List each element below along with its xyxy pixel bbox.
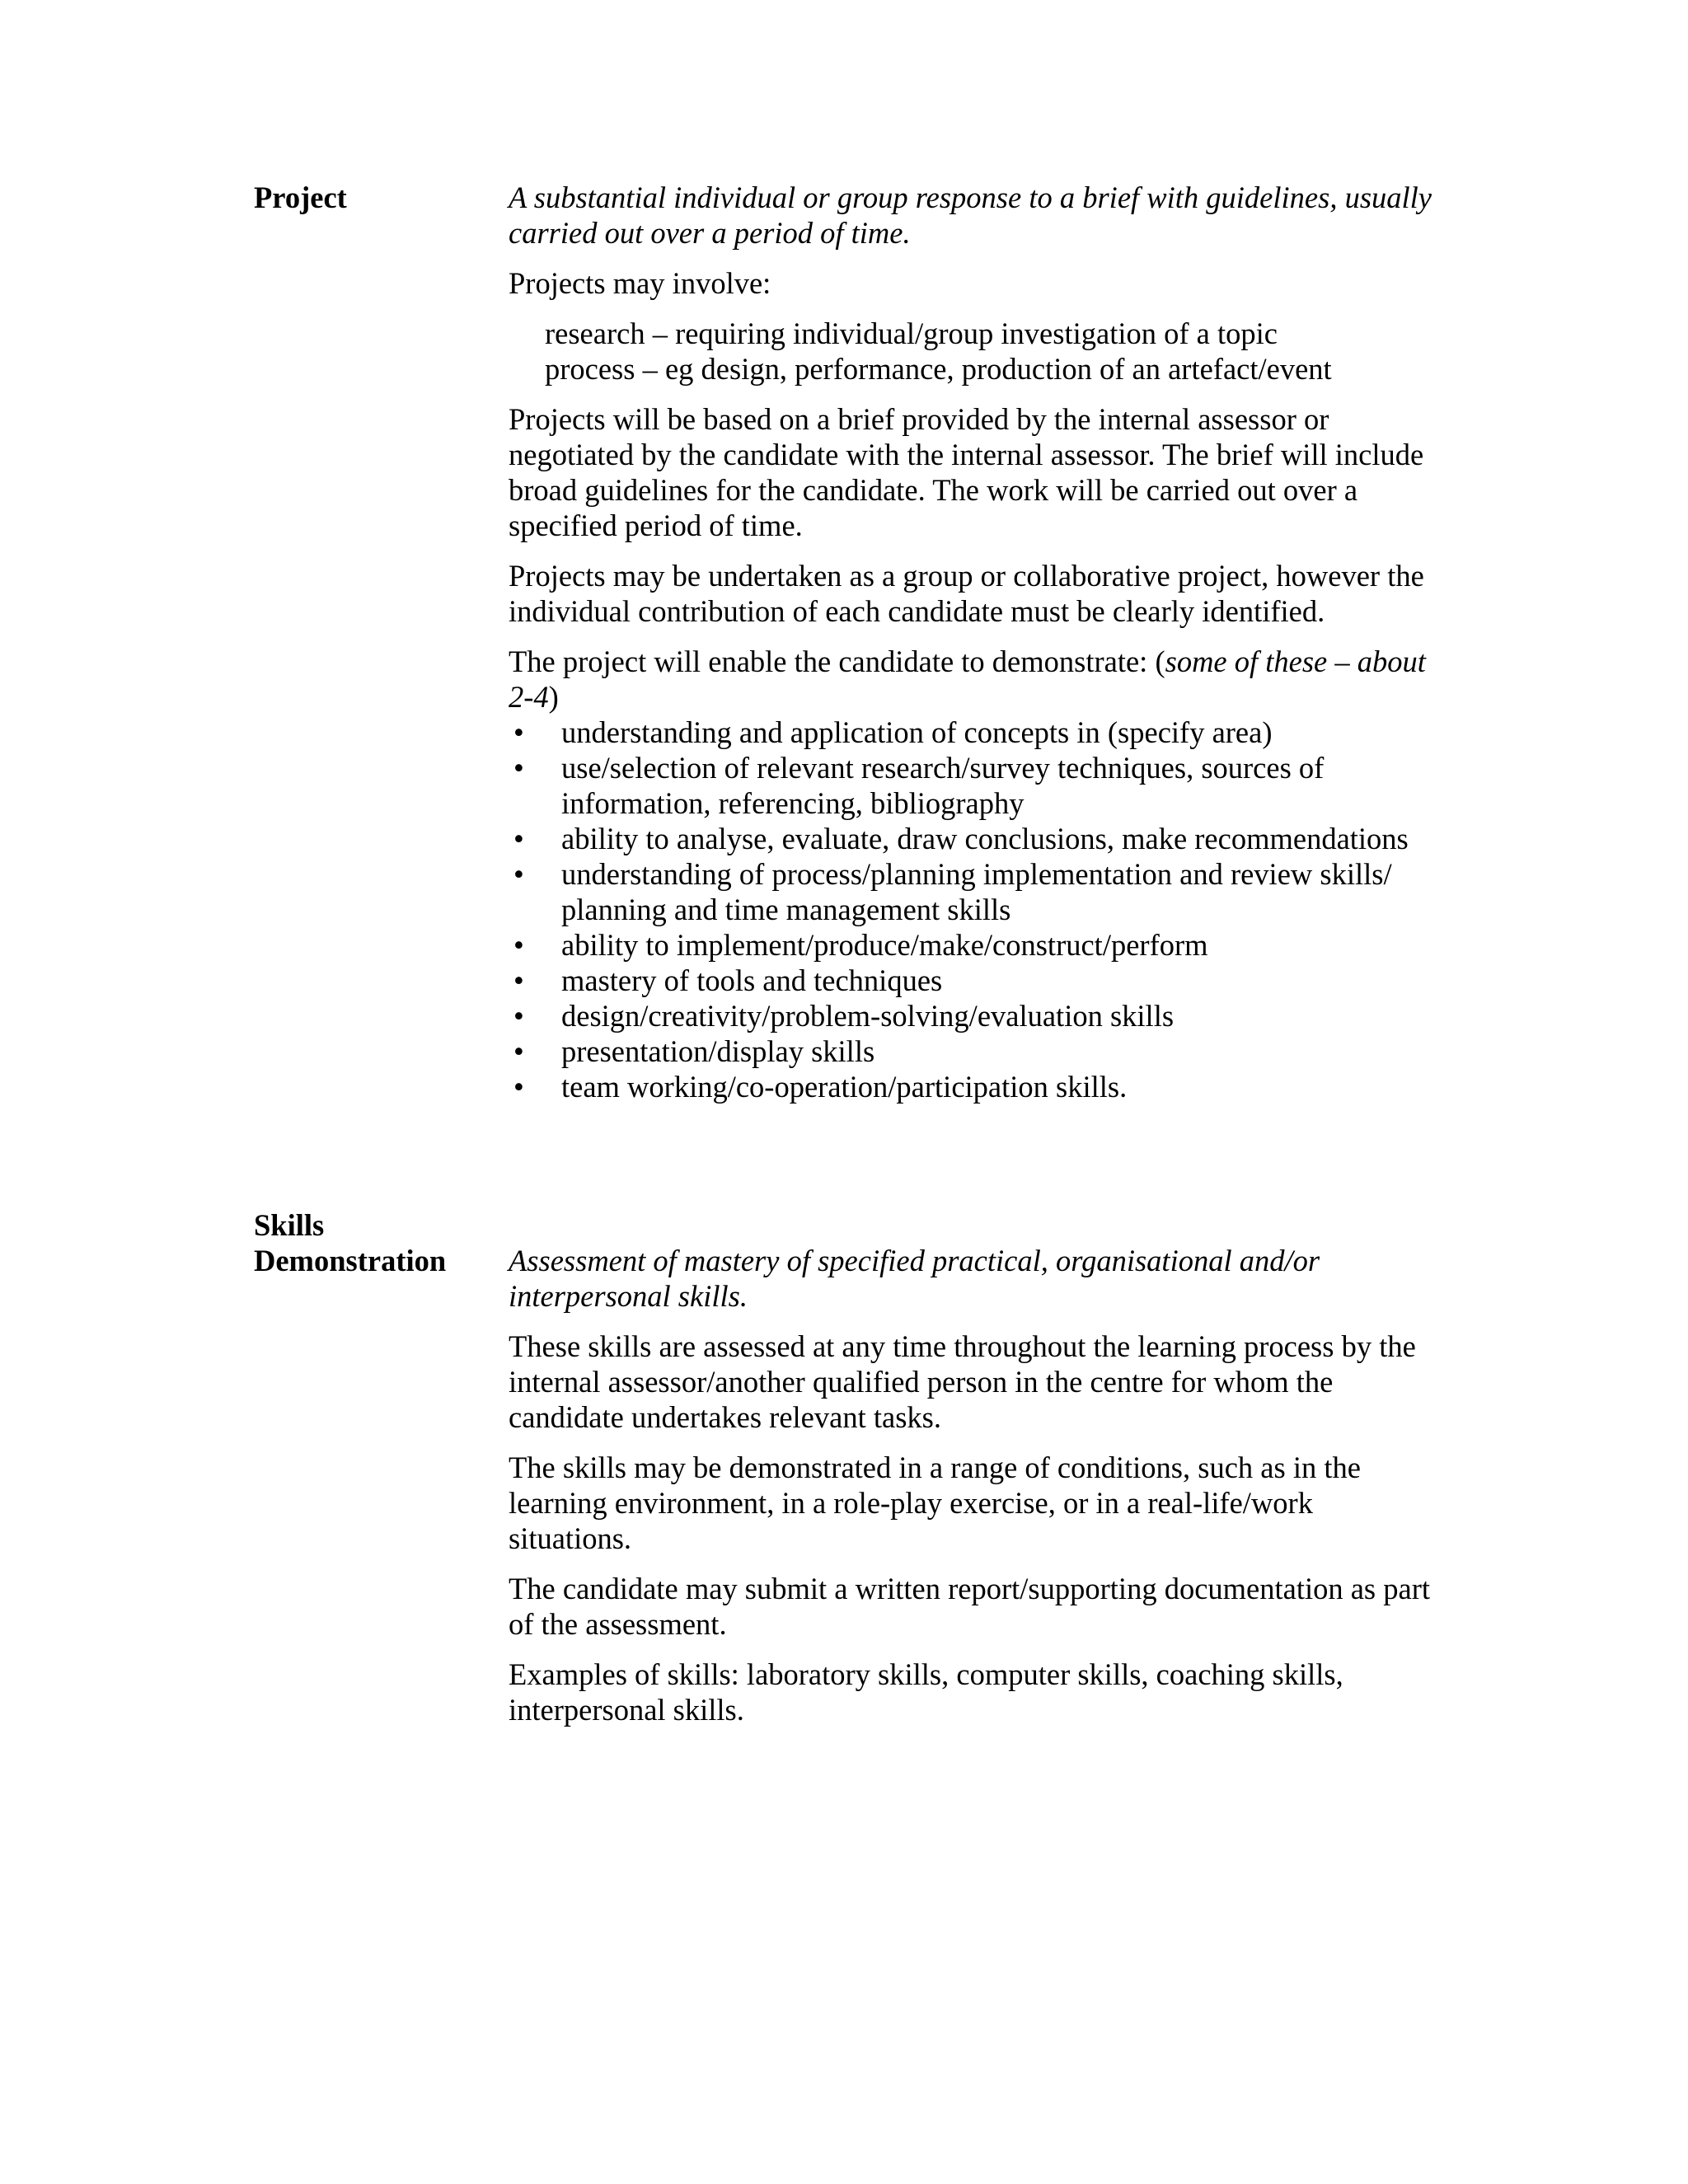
involve-list (509, 316, 1432, 387)
bullet-text: use/selection of relevant research/survey techniques, sources of information, referencing, bibliography (561, 751, 1325, 820)
bullet-text: team working/co-operation/participation skills. (561, 1070, 1128, 1104)
bullet-item (509, 963, 1432, 998)
skills-paragraph: Examples of skills: laboratory skills, computer skills, coaching skills, interpersonal skills. (509, 1657, 1343, 1727)
demonstrate-note: some of these – about 2-4 (509, 644, 1426, 714)
bullet-item (509, 750, 1432, 821)
project-term: Project (254, 180, 347, 214)
demonstrate-bullet-list (509, 715, 1432, 1104)
skills-paragraph: The candidate may submit a written report/supporting documentation as part of the assessment. (509, 1572, 1431, 1641)
bullet-item (509, 927, 1432, 963)
bullet-text: presentation/display skills (561, 1034, 875, 1068)
bullet-text: mastery of tools and techniques (561, 963, 943, 997)
bullet-item (509, 1033, 1432, 1069)
demonstrate-intro (509, 644, 1432, 715)
project-group-paragraph: Projects may be undertaken as a group or collaborative project, however the individual contribution of each candidate must be clearly identified. (509, 559, 1424, 628)
bullet-icon: • (513, 999, 524, 1033)
bullet-icon: • (513, 1070, 524, 1104)
bullet-text: understanding and application of concepts in (specify area) (561, 715, 1273, 749)
bullet-icon: • (513, 1034, 524, 1068)
involve-intro: Projects may involve: (509, 266, 771, 300)
skills-term-line2: Demonstration (254, 1244, 447, 1277)
skills-paragraph: These skills are assessed at any time throughout the learning process by the internal assessor/another qualified person in the centre for whom the candidate undertakes relevant tasks. (509, 1329, 1416, 1434)
bullet-item (509, 1069, 1432, 1104)
project-definition: A substantial individual or group response to a brief with guidelines, usually carried out over a period of time. (509, 180, 1432, 250)
skills-body (509, 1243, 1432, 1742)
skills-paragraph: The skills may be demonstrated in a range of conditions, such as in the learning environment, in a role-play exercise, or in a real-life/work situations. (509, 1451, 1361, 1555)
bullet-item (509, 715, 1432, 750)
demonstrate-intro-text: The project will enable the candidate to demonstrate: ( (509, 644, 1165, 678)
involve-item: research – requiring individual/group investigation of a topic (545, 316, 1278, 350)
skills-definition: Assessment of mastery of specified practical, organisational and/or interpersonal skills. (509, 1244, 1320, 1313)
bullet-icon: • (513, 857, 524, 891)
demonstrate-close: ) (548, 680, 559, 714)
bullet-text: understanding of process/planning implementation and review skills/ planning and time management skills (561, 857, 1392, 926)
involve-item: process – eg design, performance, production of an artefact/event (545, 352, 1332, 386)
project-body (509, 180, 1432, 1104)
bullet-text: ability to implement/produce/make/construct/perform (561, 928, 1208, 962)
bullet-item (509, 856, 1432, 927)
bullet-text: ability to analyse, evaluate, draw conclusions, make recommendations (561, 822, 1409, 855)
bullet-icon: • (513, 928, 524, 962)
bullet-icon: • (513, 751, 524, 785)
bullet-icon: • (513, 822, 524, 855)
skills-term (254, 1207, 501, 1278)
bullet-item (509, 998, 1432, 1033)
bullet-icon: • (513, 715, 524, 749)
project-brief-paragraph: Projects will be based on a brief provided by the internal assessor or negotiated by the candidate with the internal assessor. The brief will include broad guidelines for the candidate. The work will be carried out over a specified period of time. (509, 402, 1424, 542)
bullet-icon: • (513, 963, 524, 997)
skills-term-line1: Skills (254, 1208, 325, 1242)
bullet-text: design/creativity/problem-solving/evaluation skills (561, 999, 1175, 1033)
bullet-item (509, 821, 1432, 856)
